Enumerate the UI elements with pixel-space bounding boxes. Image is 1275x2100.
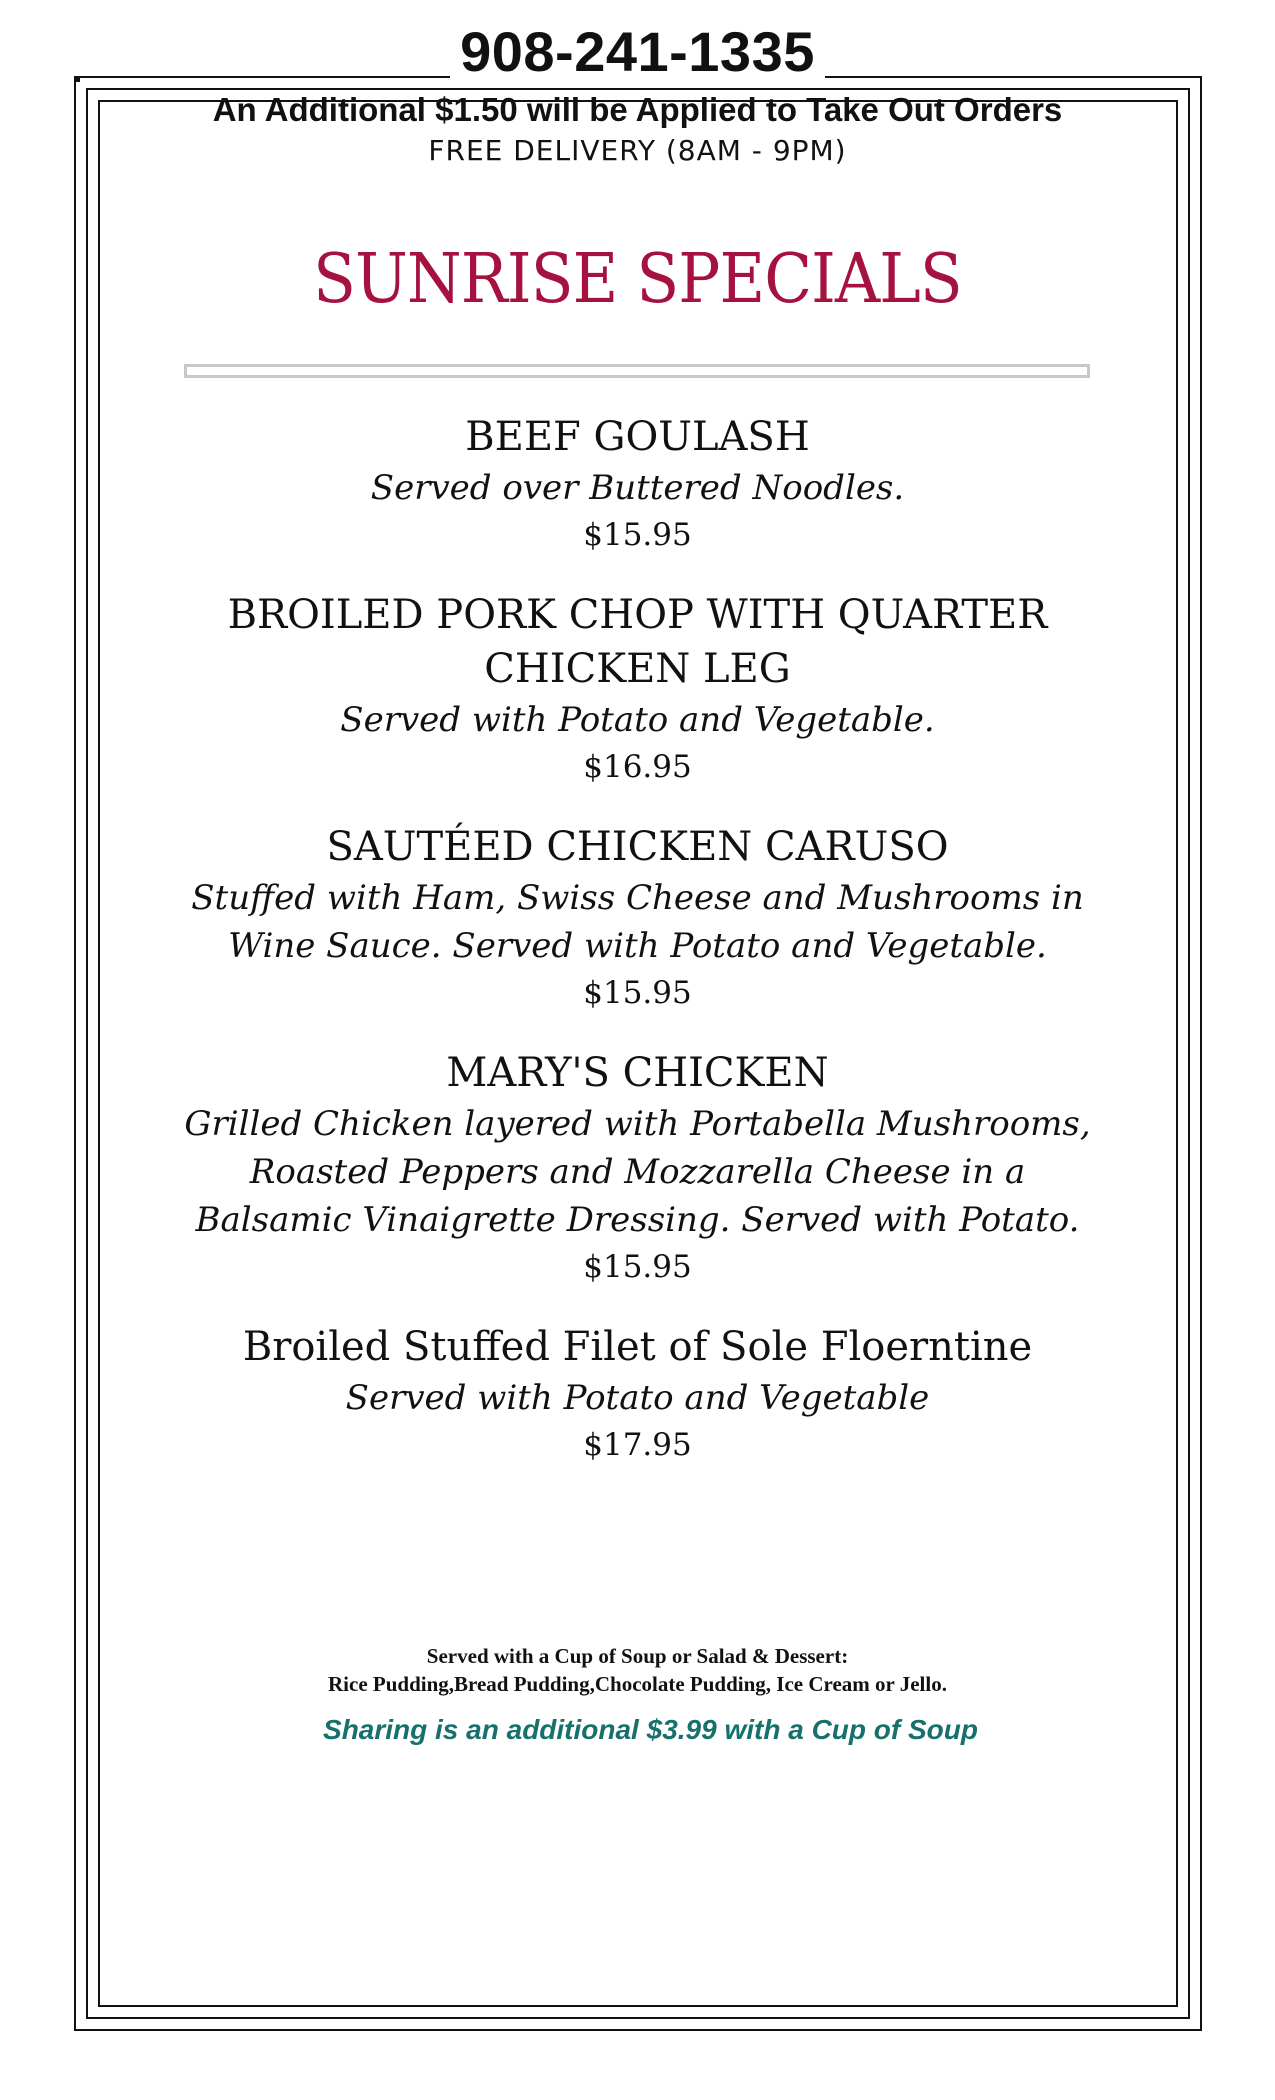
item-name: SAUTÉED CHICKEN CARUSO (326, 824, 949, 870)
item-description: Served with Potato and Vegetable. (340, 700, 935, 740)
item-name: Broiled Stuffed Filet of Sole Floerntine (242, 1324, 1033, 1370)
item-price: $17.95 (583, 1427, 692, 1463)
item-description: Grilled Chicken layered with Portabella Mushrooms, Roasted Peppers and Mozzarella Cheese in a Balsamic Vinaigrette Dressing. Served with Potato. (184, 1104, 1091, 1240)
item-price: $15.95 (583, 975, 692, 1011)
divider (184, 364, 1090, 378)
menu-item (170, 588, 1105, 790)
item-price: $15.95 (583, 517, 692, 553)
item-description: Served with Potato and Vegetable (345, 1378, 930, 1418)
item-description: Served over Buttered Noodles. (370, 468, 905, 508)
dessert-options: Rice Pudding,Bread Pudding,Chocolate Pudding, Ice Cream or Jello. (328, 1672, 947, 1696)
item-description: Stuffed with Ham, Swiss Cheese and Mushrooms in Wine Sauce. Served with Potato and Vegetable. (191, 878, 1084, 966)
item-name: MARY'S CHICKEN (446, 1050, 829, 1096)
served-with-note: Served with a Cup of Soup or Salad & Dessert: (426, 1644, 849, 1668)
item-price: $15.95 (583, 1249, 692, 1285)
item-price: $16.95 (583, 749, 692, 785)
sharing-note: Sharing is an additional $3.99 with a Cup of Soup (323, 1714, 978, 1745)
item-name: BEEF GOULASH (465, 414, 810, 460)
phone-number (0, 22, 1275, 82)
phone-number-text: 908-241-1335 (450, 20, 825, 83)
takeout-note: An Additional $1.50 will be Applied to Take Out Orders (212, 91, 1063, 128)
delivery-note: FREE DELIVERY (8AM - 9PM) (428, 134, 847, 167)
menu-item (170, 410, 1105, 558)
menu-item (170, 1046, 1105, 1290)
menu-item (170, 1320, 1105, 1468)
menu-list (170, 410, 1105, 1498)
page-title: SUNRISE SPECIALS (313, 240, 962, 319)
menu-item (170, 820, 1105, 1016)
item-name: BROILED PORK CHOP WITH QUARTER CHICKEN LEG (227, 592, 1048, 692)
